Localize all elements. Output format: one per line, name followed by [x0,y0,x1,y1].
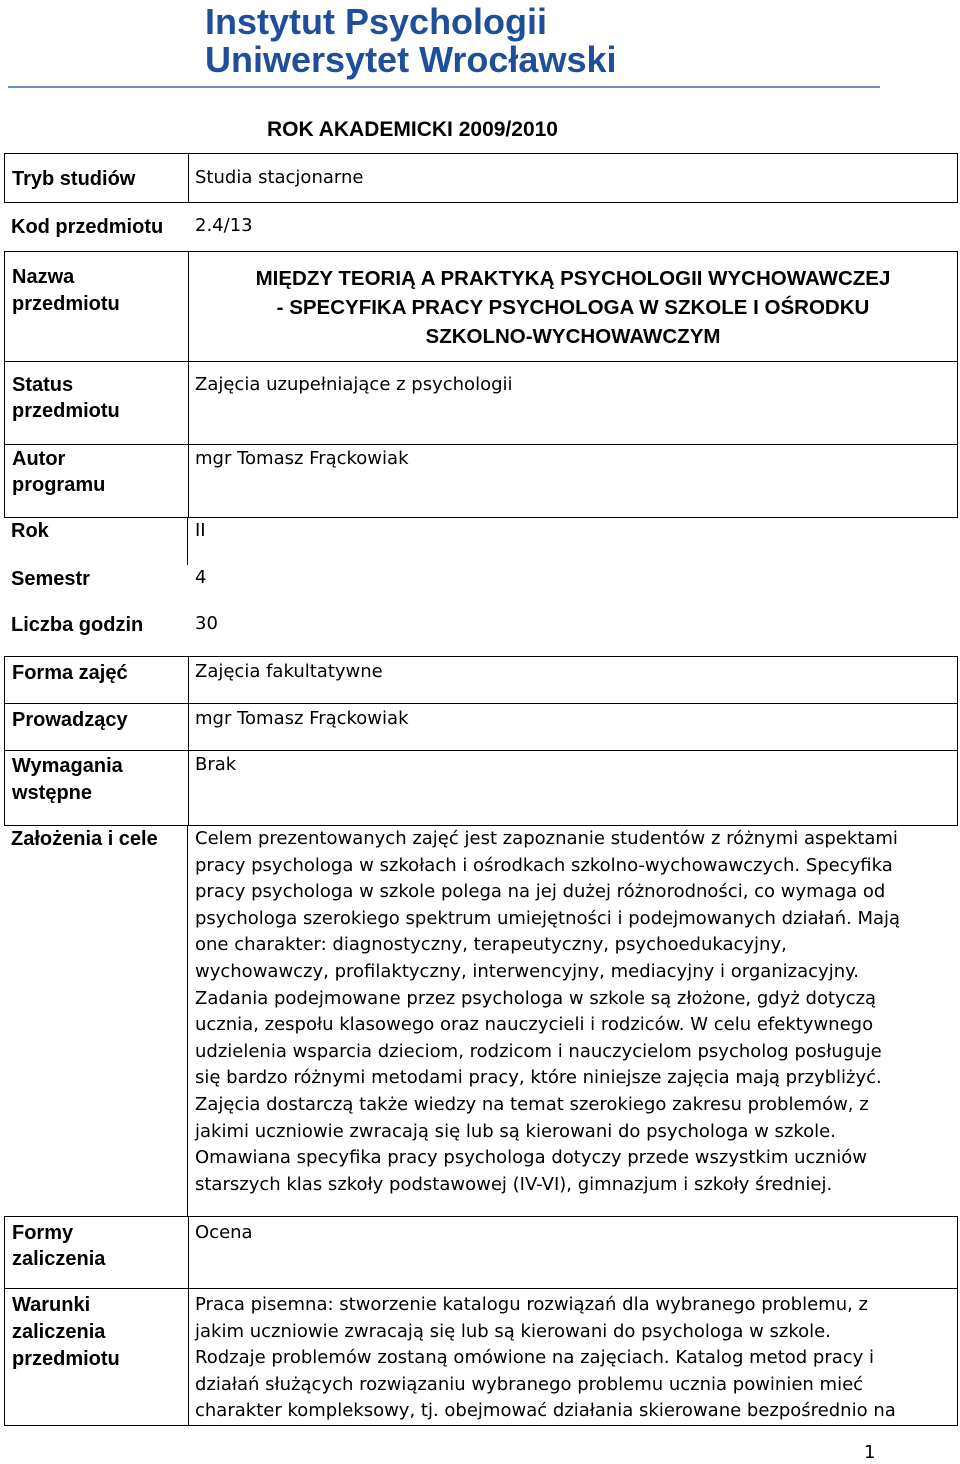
row-divider [5,444,957,445]
label-tryb: Tryb studiów [12,168,136,190]
value-godzin: 30 [195,613,218,634]
text-line: jakimi uczniowie zwracają się lub są kierowani do psychologa w szkole. [195,1120,836,1142]
text-line: one charakter: diagnostyczny, terapeutyczny, psychoedukacyjny, [195,934,787,956]
label-warunki-2: zaliczenia [12,1321,106,1343]
label-forma: Forma zajęć [12,662,128,684]
text-line: ucznia, zespołu klasowego oraz nauczycieli i rodziców. W celu efektywnego [195,1014,874,1036]
text-line: Zadania podejmowane przez psychologa w szkole są złożone, gdyż dotyczą [195,987,877,1009]
label-prowadzacy: Prowadzący [12,709,128,731]
label-rok: Rok [11,520,49,542]
text-line: działań służących rozwiązaniu wybranego problemu ucznia powinien mieć [195,1373,864,1395]
block-forma-prowadzacy-wymagania [4,656,958,826]
value-autor: mgr Tomasz Frąckowiak [195,448,409,469]
value-status: Zajęcia uzupełniające z psychologii [195,374,513,395]
column-divider [188,154,189,202]
text-line: charakter kompleksowy, tj. obejmować działania skierowane bezpośrednio na [195,1400,896,1422]
warunki-text [195,1292,955,1425]
value-forma: Zajęcia fakultatywne [195,661,383,682]
text-line: Zajęcia dostarczą także wiedzy na temat szerokiego zakresu problemów, z [195,1093,869,1115]
label-wymagania-2: wstępne [12,782,93,804]
row-divider [5,703,957,704]
text-line: Rodzaje problemów zostaną omówione na zajęciach. Katalog metod pracy i [195,1347,875,1369]
text-line: pracy psychologa w szkołach i ośrodkach szkolno-wychowawczych. Specyfika [195,854,893,876]
row-divider [5,361,957,362]
text-line: Praca pisemna: stworzenie katalogu rozwiązań dla wybranego problemu, z [195,1294,869,1315]
row-rok [4,518,958,565]
label-formy-1: Formy [12,1222,74,1244]
university-name: Uniwersytet Wrocławski [205,39,617,80]
label-wymagania-1: Wymagania [12,755,123,777]
label-zalozenia: Założenia i cele [11,828,158,850]
text-line: Celem prezentowanych zajęć jest zapoznanie studentów z różnymi aspektami [195,828,898,849]
label-semestr: Semestr [11,568,90,590]
value-prowadzacy: mgr Tomasz Frąckowiak [195,708,409,729]
value-tryb: Studia stacjonarne [195,167,364,188]
value-formy: Ocena [195,1222,253,1243]
text-line: udzielenia wsparcia dzieciom, rodzicom i nauczycielom psycholog posługuje [195,1040,882,1062]
value-rok: II [195,520,206,541]
header-divider [8,86,880,88]
institute-name: Instytut Psychologii [205,1,548,42]
text-line: Omawiana specyfika pracy psychologa dotyczy przede wszystkim uczniów [195,1147,868,1169]
label-autor-2: programu [12,474,106,496]
label-status-2: przedmiotu [12,400,120,422]
label-kod: Kod przedmiotu [11,216,164,238]
subject-title-line-3: SZKOLNO-WYCHOWAWCZYM [425,325,721,348]
value-kod: 2.4/13 [195,215,253,236]
row-divider [5,750,957,751]
row-tryb-studiow [4,153,958,203]
label-status-1: Status [12,374,74,396]
zalozenia-text [195,826,955,1198]
label-godzin: Liczba godzin [11,614,144,636]
page-number: 1 [864,1442,876,1463]
block-formy-warunki [4,1216,958,1426]
value-semestr: 4 [195,567,207,588]
text-line: wychowawczy, profilaktyczny, interwencyjny, mediacyjny i organizacyjny. [195,960,859,982]
label-warunki-3: przedmiotu [12,1348,120,1370]
row-divider [5,1288,957,1289]
label-nazwa-2: przedmiotu [12,293,120,315]
text-line: pracy psychologa w szkole polega na jej dużej różnorodności, co wymaga od [195,881,886,903]
subject-title-line-1: MIĘDZY TEORIĄ A PRAKTYKĄ PSYCHOLOGII WYCHOWAWCZEJ [255,267,891,290]
column-divider [188,1217,189,1425]
subject-title-line-2: - SPECYFIKA PRACY PSYCHOLOGA W SZKOLE I OŚRODKU [276,296,870,319]
value-wymagania: Brak [195,754,237,775]
column-divider [187,826,188,1216]
academic-year: ROK AKADEMICKI 2009/2010 [267,118,558,141]
label-nazwa-1: Nazwa [12,266,75,288]
text-line: starszych klas szkoły podstawowej (IV-VI), gimnazjum i szkoły średniej. [195,1173,833,1195]
label-autor-1: Autor [12,448,66,470]
text-line: się bardzo różnymi metodami pracy, które niniejsze zajęcia mają przybliżyć. [195,1067,882,1089]
row-semestr [4,565,958,612]
text-line: psychologa szerokiego spektrum umiejętności i podejmowanych działań. Mają [195,907,901,929]
text-line: jakim uczniowie zwracają się lub są kierowani do psychologa w szkole. [195,1320,831,1342]
label-warunki-1: Warunki [12,1294,91,1316]
row-kod-przedmiotu [4,203,958,251]
column-divider [188,657,189,825]
label-formy-2: zaliczenia [12,1248,106,1270]
row-liczba-godzin [4,611,958,658]
row-zalozenia-i-cele [4,826,958,1216]
column-divider [187,518,188,565]
